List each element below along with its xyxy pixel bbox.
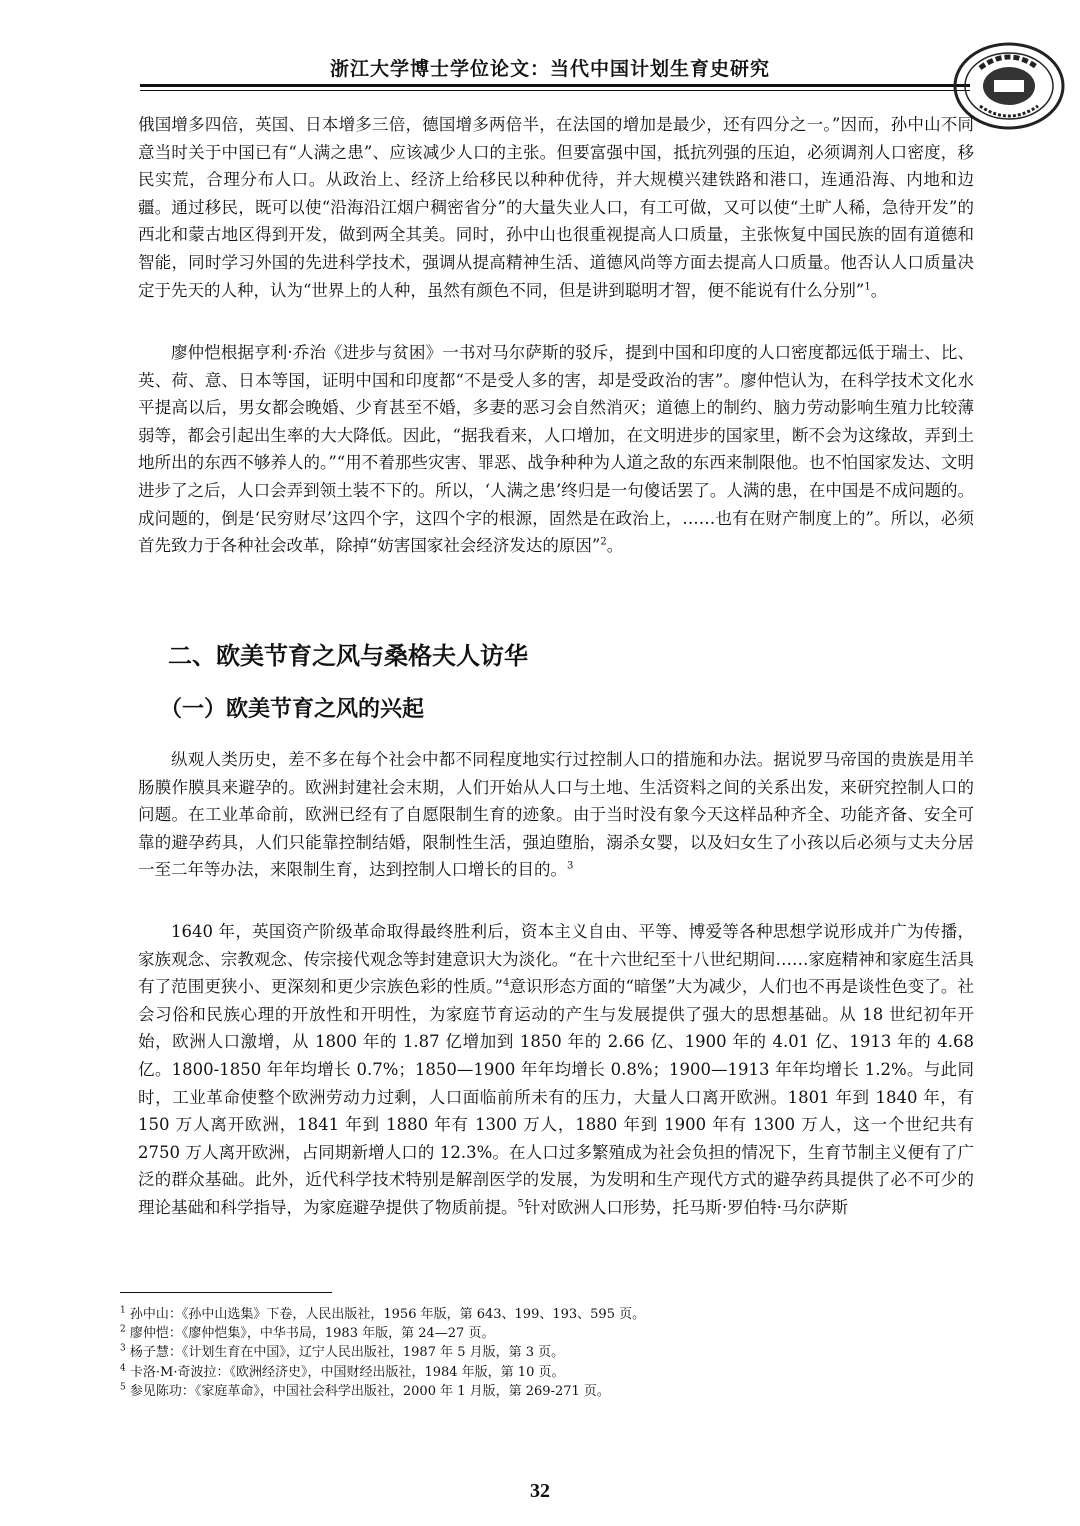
footnote-ref: 5 xyxy=(517,1198,524,1210)
header-rule-thin xyxy=(140,90,970,91)
footnote xyxy=(120,1305,980,1324)
header-rule-thick xyxy=(140,84,970,87)
body-paragraph-2: 廖仲恺根据亨利·乔治《进步与贫困》一书对马尔萨斯的驳斥，提到中国和印度的人口密度都远低于瑞士、比、英、荷、意、日本等国，证明中国和印度都“不是受人多的害，却是受政治的害”。廖仲恺认为，在科学技术文化水平提高以后，男女都会晚婚、少育甚至不婚，多妻的恶习会自然消灭；道德上的制约、脑力劳动影响生殖力比较薄弱等，都会引起出生率的大大降低。因此，“据我看来，人口增加，在文明进步的国家里，断不会为这缘故，弄到土地所出的东西不够养人的。”“用不着那些灾害、罪恶、战争种种为人道之敌的东西来制限他。也不怕国家发达、文明进步了之后，人口会弄到领土装不下的。所以，‘人满之患’终归是一句傻话罢了。人满的患，在中国是不成问题的。成问题的，倒是‘民穷财尽’这四个字，这四个字的根源，固然是在政治上，……也有在财产制度上的”。所以，必须首先致力于各种社会改革，除掉“妨害国家社会经济发达的原因”$^2$。 xyxy=(138,343,974,556)
body-paragraph-4 xyxy=(138,918,974,1222)
paragraph-text: 意识形态方面的“暗堡”大为减少，人们也不再是谈性色变了。社会习俗和民族心理的开放性和开明性，为家庭节育运动的产生与发展提供了强大的思想基础。从 18 世纪初年开始，欧洲人口激增，从 1800 年的 1.87 亿增加到 1850 年的 2.66 亿、1900 年的 4.01 亿、1913 年的 4.68 亿。1800-1850 年年均增长 0.7%；1850—1900 年年均增长 0.8%；1900—1913 年年均增长 1.2%。与此同时，工业革命使整个欧洲劳动力过剩，人口面临前所未有的压力，大量人口离开欧洲。1801 年到 1840 年，有 150 万人离开欧洲，1841 年到 1880 年有 1300 万人，1880 年到 1900 年有 1300 万人，这一个世纪共有 2750 万人离开欧洲，占同期新增人口的 12.3%。在人口过多繁殖成为社会负担的情况下，生育节制主义便有了广泛的群众基础。此外，近代科学技术特别是解剖医学的发展，为发明和生产现代方式的避孕药具提供了必不可少的理论基础和科学指导，为家庭避孕提供了物质前提。 xyxy=(138,977,975,1217)
body-paragraph-3 xyxy=(138,746,974,884)
footnote-text: 参见陈功：《家庭革命》，中国社会科学出版社，2000 年 1 月版，第 269-271 页。 xyxy=(129,1383,610,1399)
footnotes xyxy=(120,1305,980,1401)
footnote-ref: 3 xyxy=(567,860,574,872)
footnote xyxy=(120,1324,980,1343)
body-paragraph-1: 俄国增多四倍，英国、日本增多三倍，德国增多两倍半，在法国的增加是最少，还有四分之一。”因而，孙中山不同意当时关于中国已有“人满之患”、应该减少人口的主张。但要富强中国，抵抗列强的压迫，必须调剂人口密度，移民实荒，合理分布人口。从政治上、经济上给移民以种种优待，并大规模兴建铁路和港口，连通沿海、内地和边疆。通过移民，既可以使“沿海沿江烟户稠密省分”的大量失业人口，有工可做，又可以使“土旷人稀，急待开发”的西北和蒙古地区得到开发，做到两全其美。同时，孙中山也很重视提高人口质量，主张恢复中国民族的固有道德和智能，同时学习外国的先进科学技术，强调从提高精神生活、道德风尚等方面去提高人口质量。他否认人口质量决定于先天的人种，认为“世界上的人种，虽然有颜色不同，但是讲到聪明才智，便不能说有什么分别”$^1$。 xyxy=(138,115,974,300)
footnote-mark: 2 xyxy=(120,1324,126,1335)
footnote-text: 杨子慧：《计划生育在中国》，辽宁人民出版社，1987 年 5 月版，第 3 页。 xyxy=(129,1345,565,1361)
footnote-mark: 1 xyxy=(120,1305,126,1316)
footnote-ref: 1 xyxy=(864,281,871,293)
paragraph-text: 针对欧洲人口形势，托马斯·罗伯特·马尔萨斯 xyxy=(523,1197,848,1217)
section-heading: 二、欧美节育之风与桑格夫人访华 xyxy=(168,642,528,670)
footnote-text: 孙中山：《孙中山选集》下卷，人民出版社，1956 年版，第 643、199、193、595 页。 xyxy=(129,1307,646,1322)
paragraph-text: 俄国增多四倍，英国、日本增多三倍，德国增多两倍半，在法国的增加是最少，还有四分之一。”因而，孙中山不同意当时关于中国已有“人满之患”、应该减少人口的主张。但要富强中国，抵抗列强的压迫，必须调剂人口密度，移民实荒，合理分布人口。从政治上、经济上给移民以种种优待，并大规模兴建铁路和港口，连通沿海、内地和边疆。通过移民，既可以使“沿海沿江烟户稠密省分”的大量失业人口，有工可做，又可以使“土旷人稀，急待开发”的西北和蒙古地区得到开发，做到两全其美。同时，孙中山也很重视提高人口质量，主张恢复中国民族的固有道德和智能，同时学习外国的先进科学技术，强调从提高精神生活、道德风尚等方面去提高人口质量。他否认人口质量决定于先天的人种，认为“世界上的人种，虽然有颜色不同，但是讲到聪明才智，便不能说有什么分别” xyxy=(138,115,974,300)
paragraph-text: 廖仲恺根据亨利·乔治《进步与贫困》一书对马尔萨斯的驳斥，提到中国和印度的人口密度都远低于瑞士、比、英、荷、意、日本等国，证明中国和印度都“不是受人多的害，却是受政治的害”。廖仲恺认为，在科学技术文化水平提高以后，男女都会晚婚、少育甚至不婚，多妻的恶习会自然消灭；道德上的制约、脑力劳动影响生殖力比较薄弱等，都会引起出生率的大大降低。因此，“据我看来，人口增加，在文明进步的国家里，断不会为这缘故，弄到土地所出的东西不够养人的。”“用不着那些灾害、罪恶、战争种种为人道之敌的东西来制限他。也不怕国家发达、文明进步了之后，人口会弄到领土装不下的。所以，‘人满之患’终归是一句傻话罢了。人满的患，在中国是不成问题的。成问题的，倒是‘民穷财尽’这四个字，这四个字的根源，固然是在政治上，……也有在财产制度上的”。所以，必须首先致力于各种社会改革，除掉“妨害国家社会经济发达的原因” xyxy=(138,343,974,556)
footnote-divider xyxy=(120,1292,332,1293)
footnote-mark: 3 xyxy=(120,1344,126,1355)
running-header-title: 浙江大学博士学位论文：当代中国计划生育史研究 xyxy=(330,58,771,80)
footnote-mark: 4 xyxy=(120,1363,126,1374)
footnote-mark: 5 xyxy=(120,1382,126,1393)
footnote-ref: 2 xyxy=(600,536,607,548)
paragraph-text: 纵观人类历史，差不多在每个社会中都不同程度地实行过控制人口的措施和办法。据说罗马帝国的贵族是用羊肠膜作膜具来避孕的。欧洲封建社会末期，人们开始从人口与土地、生活资料之间的关系出发，来研究控制人口的问题。在工业革命前，欧洲已经有了自愿限制生育的迹象。由于当时没有象今天这样品种齐全、功能齐备、安全可靠的避孕药具，人们只能靠控制结婚，限制性生活，强迫堕胎，溺杀女婴，以及妇女生了小孩以后必须与丈夫分居一至二年等办法，来限制生育，达到控制人口增长的目的。 xyxy=(138,750,974,880)
footnote xyxy=(120,1363,980,1382)
footnote-ref: 4 xyxy=(502,977,510,989)
footnote-text: 廖仲恺：《廖仲恺集》，中华书局，1983 年版，第 24—27 页。 xyxy=(129,1326,495,1342)
footnote-text: 卡洛·M·奇波拉：《欧洲经济史》，中国财经出版社，1984 年版，第 10 页。 xyxy=(129,1364,565,1380)
paragraph-text: 1640 年，英国资产阶级革命取得最终胜利后，资本主义自由、平等、博爱等各种思想学说形成并广为传播，家族观念、宗教观念、传宗接代观念等封建意识大为淡化。“在十六世纪至十八世纪期间……家庭精神和家庭生活具有了范围更狭小、更深刻和更少宗族色彩的性质。” xyxy=(138,922,974,997)
footnote xyxy=(120,1343,980,1362)
page-number: 32 xyxy=(530,1480,550,1502)
subsection-heading: （一）欧美节育之风的兴起 xyxy=(160,697,425,722)
footnote xyxy=(120,1382,980,1401)
running-header xyxy=(0,40,1080,100)
